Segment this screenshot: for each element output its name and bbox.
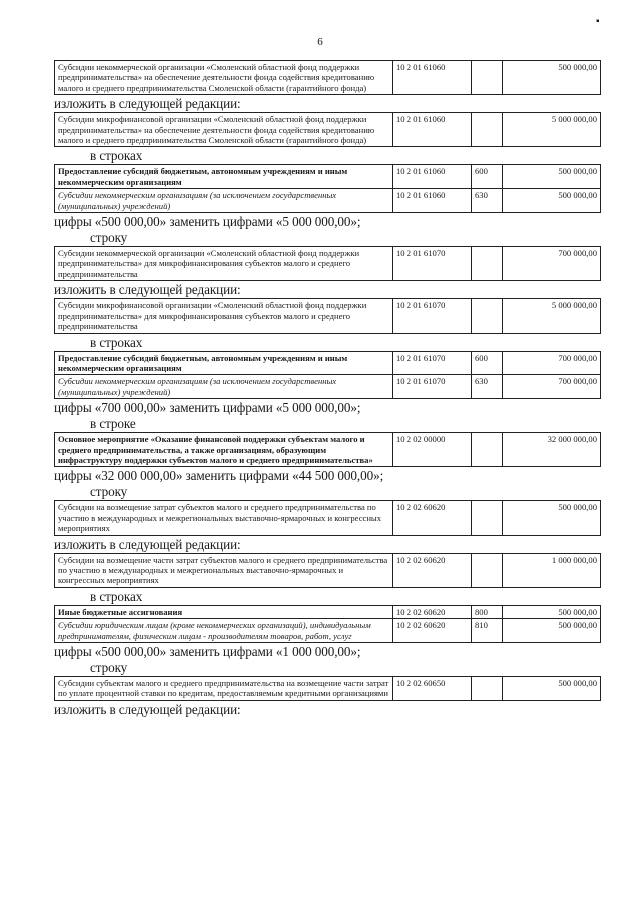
budget-table	[54, 298, 601, 333]
row-name-cell: Иные бюджетные ассигнования	[55, 605, 393, 618]
row-code-cell: 10 2 01 61060	[393, 165, 472, 189]
row-vr-cell: 630	[472, 189, 503, 213]
instruction-text: изложить в следующей редакции:	[54, 536, 241, 552]
row-name-cell: Основное мероприятие «Оказание финансовой поддержки субъектам малого и среднего предпринимательства, а также организациям, образующим инфраструктуру поддержки субъектов малого и среднего предпринимательства»	[55, 433, 393, 467]
row-sum-cell: 5 000 000,00	[503, 299, 601, 333]
row-sum-cell: 32 000 000,00	[503, 433, 601, 467]
row-code-cell: 10 2 01 61060	[393, 61, 472, 95]
row-name-cell: Субсидии субъектам малого и среднего предпринимательства на возмещение части затрат по уплате процентной ставки по кредитам, предоставляемым кредитными организациями	[55, 677, 393, 701]
budget-table	[54, 500, 601, 535]
row-sum-cell: 500 000,00	[503, 605, 601, 618]
row-code-cell: 10 2 01 61060	[393, 113, 472, 147]
table-row	[55, 433, 601, 467]
row-name-cell: Субсидии некоммерческим организациям (за исключением государственных (муниципальных) учреждений)	[55, 189, 393, 213]
row-vr-cell: 800	[472, 605, 503, 618]
table-row	[55, 677, 601, 701]
row-sum-cell: 700 000,00	[503, 351, 601, 375]
row-name-cell: Субсидии некоммерческим организациям (за исключением государственных (муниципальных) учреждений)	[55, 375, 393, 399]
budget-table	[54, 246, 601, 281]
instruction-text: строку	[90, 660, 128, 675]
budget-table	[54, 553, 601, 588]
row-vr-cell: 630	[472, 375, 503, 399]
instruction-text: строку	[90, 484, 128, 500]
row-vr-cell	[472, 113, 503, 147]
row-vr-cell	[472, 61, 503, 95]
row-vr-cell	[472, 433, 503, 467]
row-name-cell: Субсидии некоммерческой организации «Смоленский областной фонд поддержки предпринимательства» на обеспечение деятельности фонда содействия кредитованию малого и среднего предпринимательства Смоленской области (гарантийного фонда)	[55, 61, 393, 95]
table-row	[55, 619, 601, 643]
table-row	[55, 299, 601, 333]
row-vr-cell: 600	[472, 165, 503, 189]
row-name-cell: Субсидии юридическим лицам (кроме некоммерческих организаций), индивидуальным предпринимателям, физическим лицам - производителям товаров, работ, услуг	[55, 619, 393, 643]
row-vr-cell	[472, 247, 503, 281]
instruction-text: цифры «32 000 000,00» заменить цифрами «44 500 000,00»;	[54, 468, 384, 484]
row-code-cell: 10 2 02 60620	[393, 553, 472, 587]
budget-table	[54, 351, 601, 400]
row-sum-cell: 5 000 000,00	[503, 113, 601, 147]
budget-table	[54, 112, 601, 147]
row-code-cell: 10 2 02 60620	[393, 619, 472, 643]
row-vr-cell: 810	[472, 619, 503, 643]
instruction-text: в строках	[90, 334, 143, 350]
instruction-text: в строках	[90, 148, 143, 164]
row-sum-cell: 500 000,00	[503, 61, 601, 95]
row-name-cell: Субсидии на возмещение части затрат субъектов малого и среднего предпринимательства по участию в международных и межрегиональных выставочно-ярмарочных и конгрессных мероприятиях	[55, 553, 393, 587]
budget-table	[54, 676, 601, 701]
budget-table	[54, 605, 601, 643]
instruction-text: цифры «500 000,00» заменить цифрами «5 000 000,00»;	[54, 214, 361, 230]
row-sum-cell: 500 000,00	[503, 165, 601, 189]
row-name-cell: Субсидии микрофинансовой организации «Смоленский областной фонд поддержки предпринимательства» на обеспечение деятельности фонда содействия кредитованию малого и среднего предпринимательства Смоленской области (гарантийного фонда)	[55, 113, 393, 147]
row-sum-cell: 1 000 000,00	[503, 553, 601, 587]
scan-speck: ▪	[596, 16, 600, 27]
row-code-cell: 10 2 01 61070	[393, 299, 472, 333]
instruction-text: в строке	[90, 416, 136, 432]
row-sum-cell: 700 000,00	[503, 247, 601, 281]
row-code-cell: 10 2 01 61070	[393, 351, 472, 375]
budget-table	[54, 60, 601, 95]
row-sum-cell: 500 000,00	[503, 189, 601, 213]
row-vr-cell	[472, 677, 503, 701]
table-row	[55, 165, 601, 189]
instruction-text: строку	[90, 230, 128, 246]
row-code-cell: 10 2 02 60650	[393, 677, 472, 701]
table-row	[55, 351, 601, 375]
row-code-cell: 10 2 02 60620	[393, 605, 472, 618]
table-row	[55, 61, 601, 95]
row-name-cell: Субсидии некоммерческой организации «Смоленский областной фонд поддержки предпринимательства» для микрофинансирования субъектов малого и среднего предпринимательства	[55, 247, 393, 281]
row-code-cell: 10 2 01 61070	[393, 375, 472, 399]
instruction-text: изложить в следующей редакции:	[54, 282, 241, 298]
row-code-cell: 10 2 02 00000	[393, 433, 472, 467]
document-body	[54, 60, 600, 718]
table-row	[55, 605, 601, 618]
instruction-text: изложить в следующей редакции:	[54, 96, 241, 112]
table-row	[55, 375, 601, 399]
table-row	[55, 247, 601, 281]
budget-table	[54, 164, 601, 213]
budget-table	[54, 432, 601, 467]
row-code-cell: 10 2 01 61060	[393, 189, 472, 213]
instruction-text: в строках	[90, 588, 143, 604]
table-row	[55, 553, 601, 587]
row-vr-cell	[472, 299, 503, 333]
row-sum-cell: 500 000,00	[503, 619, 601, 643]
row-code-cell: 10 2 01 61070	[393, 247, 472, 281]
instruction-text: цифры «500 000,00» заменить цифрами «1 000 000,00»;	[54, 644, 361, 659]
row-vr-cell	[472, 553, 503, 587]
page-number: 6	[317, 36, 323, 48]
table-row	[55, 189, 601, 213]
row-code-cell: 10 2 02 60620	[393, 501, 472, 535]
row-vr-cell	[472, 501, 503, 535]
instruction-text: цифры «700 000,00» заменить цифрами «5 000 000,00»;	[54, 400, 361, 416]
row-name-cell: Субсидии на возмещение затрат субъектов малого и среднего предпринимательства по участию в международных и межрегиональных выставочно-ярмарочных и конгрессных мероприятиях	[55, 501, 393, 535]
table-row	[55, 501, 601, 535]
row-sum-cell: 700 000,00	[503, 375, 601, 399]
row-name-cell: Предоставление субсидий бюджетным, автономным учреждениям и иным некоммерческим организациям	[55, 165, 393, 189]
row-name-cell: Предоставление субсидий бюджетным, автономным учреждениям и иным некоммерческим организациям	[55, 351, 393, 375]
row-sum-cell: 500 000,00	[503, 677, 601, 701]
row-sum-cell: 500 000,00	[503, 501, 601, 535]
row-vr-cell: 600	[472, 351, 503, 375]
instruction-text: изложить в следующей редакции:	[54, 701, 241, 717]
table-row	[55, 113, 601, 147]
row-name-cell: Субсидии микрофинансовой организации «Смоленский областной фонд поддержки предпринимательства» для микрофинансирования субъектов малого и среднего предпринимательства	[55, 299, 393, 333]
